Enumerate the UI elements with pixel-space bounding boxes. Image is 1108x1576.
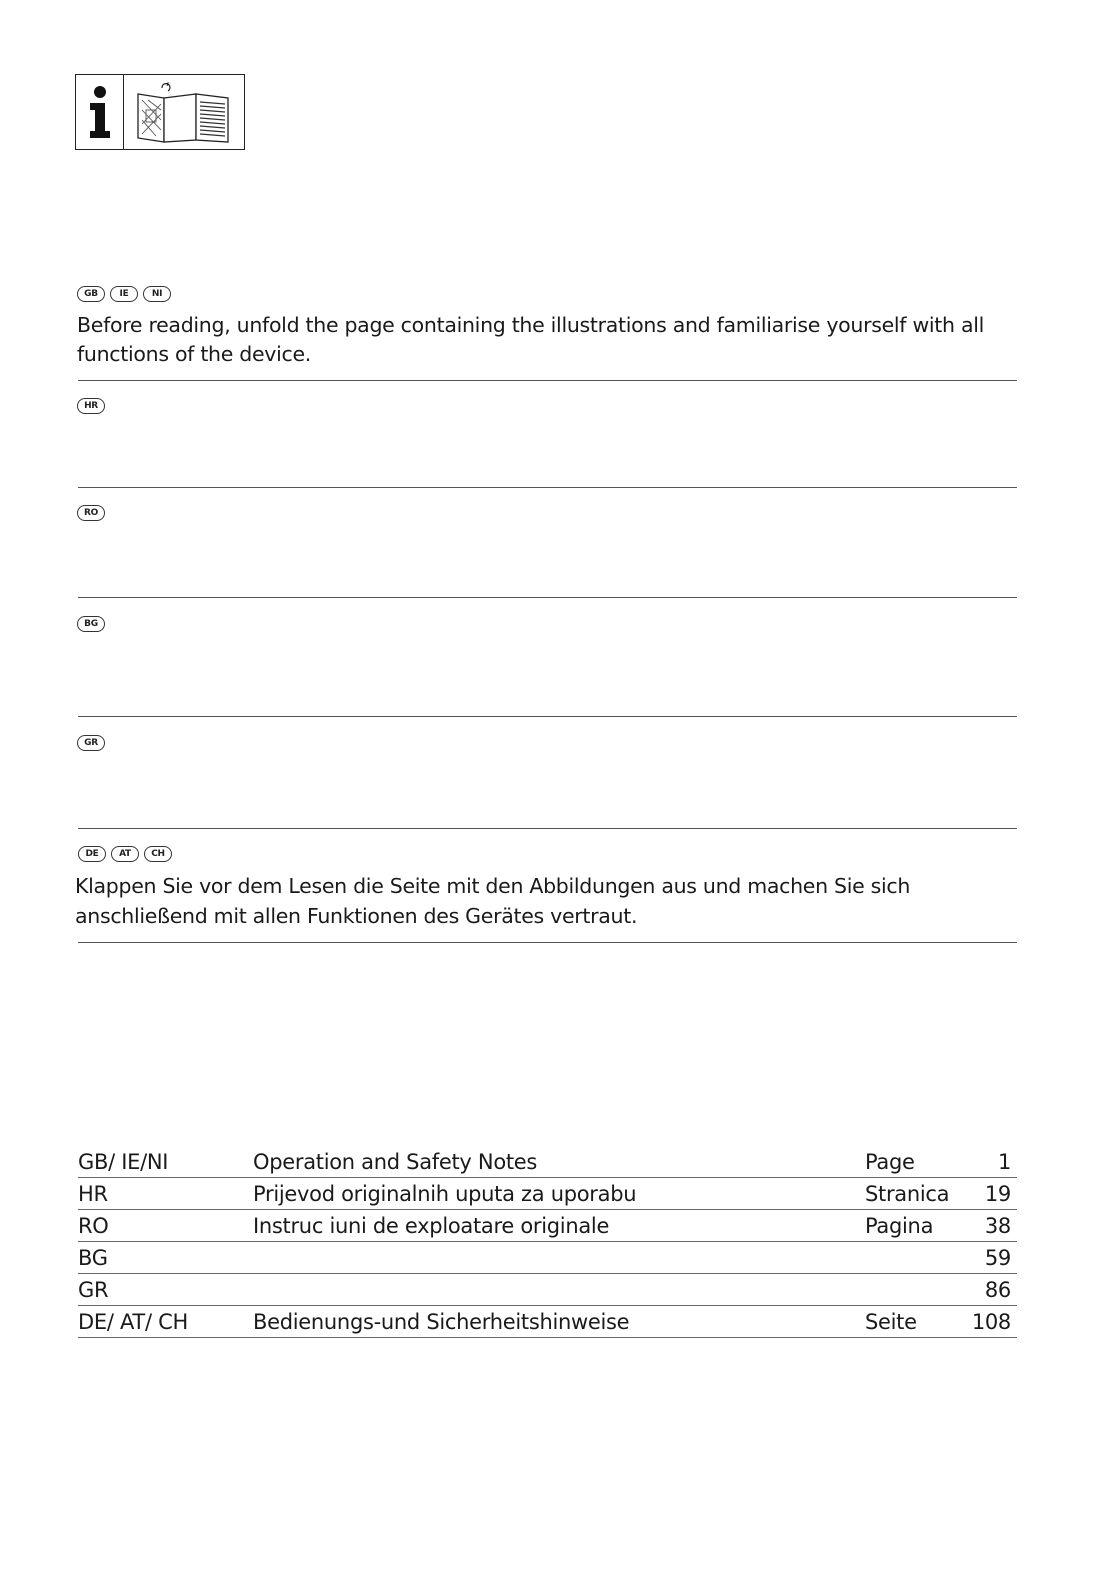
unfold-pages-icon — [124, 75, 244, 149]
toc-row — [78, 1146, 1017, 1178]
badge-ni: NI — [143, 286, 171, 302]
divider — [78, 380, 1017, 381]
badge-hr: HR — [77, 398, 105, 414]
divider — [78, 597, 1017, 598]
toc-lang: GB/ IE/NI — [78, 1150, 169, 1174]
toc-title: Prijevod originalnih uputa za uporabu — [253, 1182, 637, 1206]
section-gr — [77, 734, 1017, 752]
badge-de: DE — [78, 846, 106, 862]
table-of-contents — [78, 1146, 1017, 1338]
divider — [78, 828, 1017, 829]
country-badges — [78, 845, 1015, 863]
badge-ro: RO — [77, 505, 105, 521]
toc-row — [78, 1306, 1017, 1338]
section-gb-ie-ni — [77, 285, 1017, 369]
toc-lang: RO — [78, 1214, 109, 1238]
divider — [78, 942, 1017, 943]
intro-text-de: Klappen Sie vor dem Lesen die Seite mit den Abbildungen aus und machen Sie sich anschließend mit allen Funktionen des Gerätes vertraut. — [75, 874, 911, 928]
toc-page-word: Pagina — [865, 1214, 934, 1238]
toc-row — [78, 1242, 1017, 1274]
toc-page-number: 1 — [997, 1150, 1011, 1174]
section-de-at-ch — [75, 845, 1015, 931]
divider — [78, 716, 1017, 717]
toc-title: Operation and Safety Notes — [253, 1150, 538, 1174]
toc-row — [78, 1274, 1017, 1306]
toc-page-number: 19 — [984, 1182, 1011, 1206]
country-badges — [77, 397, 1017, 415]
toc-lang: HR — [78, 1182, 108, 1206]
toc-page-number: 86 — [984, 1278, 1011, 1302]
badge-gb: GB — [77, 286, 105, 302]
badge-ch: CH — [144, 846, 172, 862]
toc-lang: BG — [78, 1246, 108, 1270]
toc-row — [78, 1210, 1017, 1242]
toc-page-number: 59 — [984, 1246, 1011, 1270]
toc-lang: GR — [78, 1278, 109, 1302]
toc-page-word: Stranica — [865, 1182, 950, 1206]
toc-title: Bedienungs-und Sicherheitshinweise — [253, 1310, 630, 1334]
badge-at: AT — [111, 846, 139, 862]
toc-page-number: 38 — [984, 1214, 1011, 1238]
toc-page-word: Page — [865, 1150, 915, 1174]
badge-bg: BG — [77, 616, 105, 632]
badge-gr: GR — [77, 735, 105, 751]
toc-page-word: Seite — [865, 1310, 917, 1334]
info-icon — [76, 75, 124, 149]
toc-lang: DE/ AT/ CH — [78, 1310, 188, 1334]
toc-page-number: 108 — [971, 1310, 1011, 1334]
country-badges — [77, 285, 1017, 303]
divider — [78, 487, 1017, 488]
info-icon-box — [75, 74, 245, 150]
section-bg — [77, 615, 1017, 633]
country-badges — [77, 734, 1017, 752]
intro-text-en: Before reading, unfold the page containing the illustrations and familiarise yourself with all functions of the device. — [77, 313, 985, 366]
section-ro — [77, 504, 1017, 522]
country-badges — [77, 615, 1017, 633]
toc-row — [78, 1178, 1017, 1210]
toc-title: Instruc iuni de exploatare originale — [253, 1214, 610, 1238]
section-hr — [77, 397, 1017, 415]
country-badges — [77, 504, 1017, 522]
badge-ie: IE — [110, 286, 138, 302]
